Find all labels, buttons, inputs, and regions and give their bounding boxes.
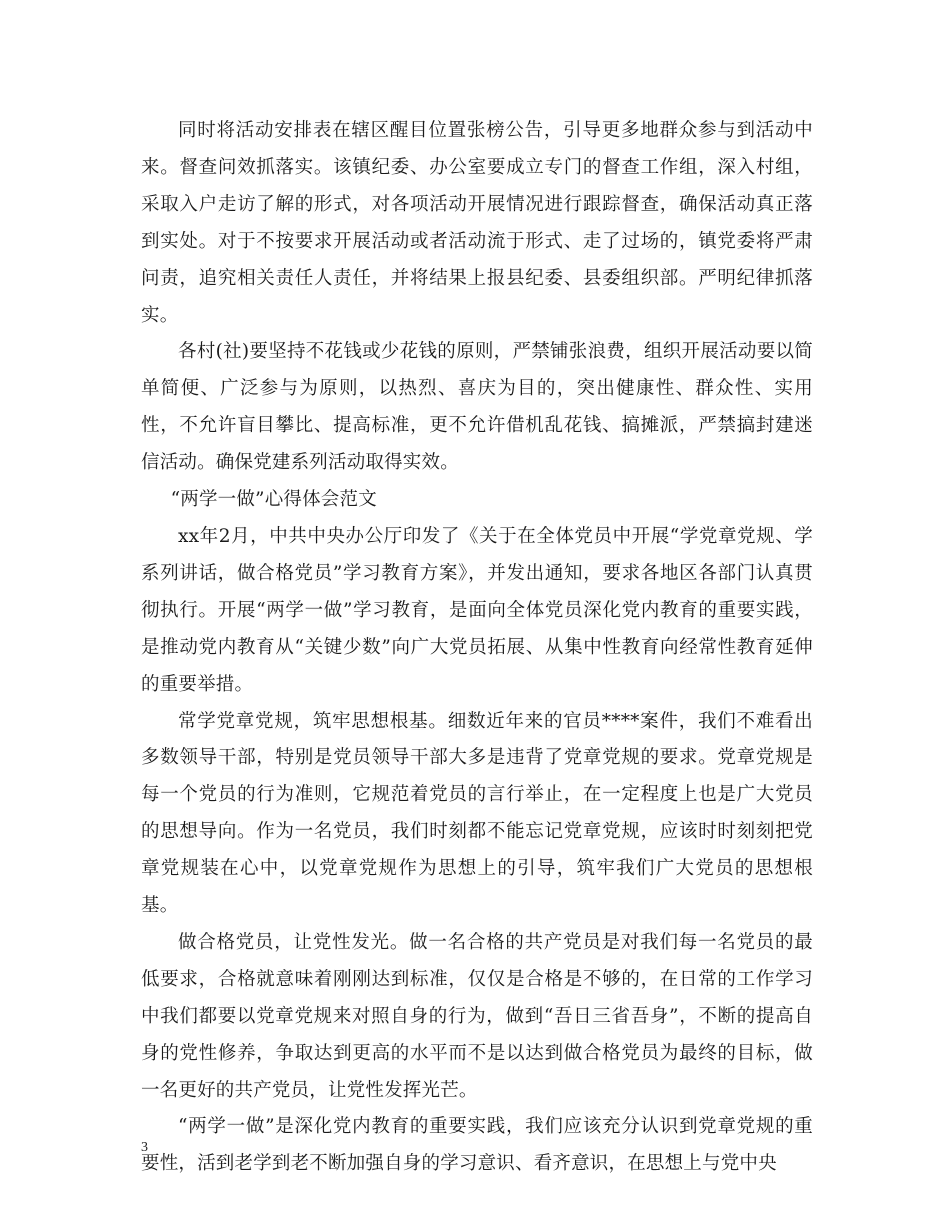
page-number: 3 (141, 1140, 148, 1155)
paragraph-study-party-rules: 常学党章党规，筑牢思想根基。细数近年来的官员****案件，我们不难看出多数领导干部，特别是党员领导干部大多是违背了党章党规的要求。党章党规是每一个党员的行为准则，它规范着党员的言行举止，在一定程度上也是广大党员的思想导向。作为一名党员，我们时刻都不能忘记党章党规，应该时时刻刻把党章党规装在心中，以党章党规作为思想上的引导，筑牢我们广大党员的思想根基。 (141, 710, 813, 917)
paragraph-frugality-principle: 各村(社)要坚持不花钱或少花钱的原则，严禁铺张浪费，组织开展活动要以简单简便、广泛参与为原则，以热烈、喜庆为目的，突出健康性、群众性、实用性，不允许盲目攀比、提高标准，更不允许借机乱花钱、搞摊派，严禁搞封建迷信活动。确保党建系列活动取得实效。 (141, 341, 813, 474)
document-body (141, 113, 813, 1183)
paragraph-education-plan: xx年2月，中共中央办公厅印发了《关于在全体党员中开展“学党章党规、学系列讲话，做合格党员”学习教育方案》，并发出通知，要求各地区各部门认真贯彻执行。开展“两学一做”学习教育，是面向全体党员深化党内教育的重要实践，是推动党内教育从“关键少数”向广大党员拓展、从集中性教育向经常性教育延伸的重要举措。 (141, 525, 813, 695)
paragraph-activity-supervision: 同时将活动安排表在辖区醒目位置张榜公告，引导更多地群众参与到活动中来。督查问效抓落实。该镇纪委、办公室要成立专门的督查工作组，深入村组，采取入户走访了解的形式，对各项活动开展情况进行跟踪督查，确保活动真正落到实处。对于不按要求开展活动或者活动流于形式、走了过场的，镇党委将严肃问责，追究相关责任人责任，并将结果上报县纪委、县委组织部。严明纪律抓落实。 (141, 120, 813, 326)
paragraph-qualified-member: 做合格党员，让党性发光。做一名合格的共产党员是对我们每一名党员的最低要求，合格就意味着刚刚达到标准，仅仅是合格是不够的，在日常的工作学习中我们都要以党章党规来对照自身的行为，做到“吾日三省吾身”，不断的提高自身的党性修养，争取达到更高的水平而不是以达到做合格党员为最终的目标，做一名更好的共产党员，让党性发挥光芒。 (141, 931, 813, 1101)
paragraph-conclusion: “两学一做”是深化党内教育的重要实践，我们应该充分认识到党章党规的重要性，活到老学到老不断加强自身的学习意识、看齐意识，在思想上与党中央 (141, 1116, 813, 1175)
section-heading: “两学一做”心得体会范文 (170, 489, 377, 511)
